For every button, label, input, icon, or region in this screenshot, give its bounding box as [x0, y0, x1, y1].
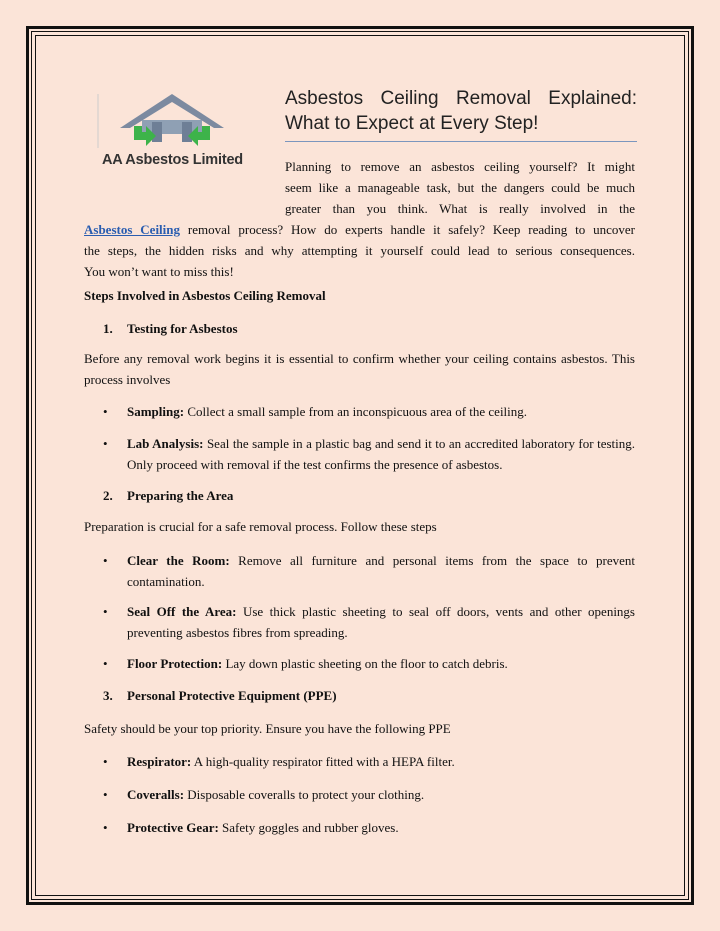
bullet-icon: •	[103, 604, 108, 619]
bullet-icon: •	[103, 787, 108, 802]
bullet-icon: •	[103, 820, 108, 835]
title-line-1: Asbestos Ceiling Removal Explained:	[285, 88, 637, 109]
section-1-intro: Before any removal work begins it is essential to confirm whether your ceiling contains asbestos. This process involves	[84, 351, 635, 387]
list-item: Coveralls: Disposable coveralls to protect your clothing.	[127, 787, 425, 802]
asbestos-ceiling-link[interactable]: Asbestos Ceiling	[84, 222, 181, 237]
section-3-title: Personal Protective Equipment (PPE)	[127, 688, 337, 703]
title-divider	[285, 141, 637, 142]
section-1-number: 1.	[103, 321, 113, 336]
bullet-icon: •	[103, 754, 108, 769]
list-item: Clear the Room: Remove all furniture and personal items from the space to prevent contamination.	[127, 553, 635, 589]
page-title	[285, 86, 637, 136]
list-item: Seal Off the Area: Use thick plastic sheeting to seal off doors, vents and other openings preventing asbestos fibres from spreading.	[127, 604, 635, 640]
list-item: Lab Analysis: Seal the sample in a plastic bag and send it to an accredited laboratory for testing. Only proceed with removal if the test confirms the presence of asbestos.	[127, 436, 635, 472]
section-2-number: 2.	[103, 488, 113, 503]
logo-text: AA Asbestos Limited	[102, 152, 243, 168]
bullet-icon: •	[103, 656, 108, 671]
section-3-number: 3.	[103, 688, 113, 703]
bullet-icon: •	[103, 436, 108, 451]
list-item: Sampling: Collect a small sample from an inconspicuous area of the ceiling.	[127, 404, 528, 419]
house-logo-icon	[90, 90, 255, 152]
steps-heading: Steps Involved in Asbestos Ceiling Removal	[84, 288, 326, 303]
list-item: Floor Protection: Lay down plastic sheeting on the floor to catch debris.	[127, 656, 508, 671]
section-3-intro: Safety should be your top priority. Ensure you have the following PPE	[84, 721, 451, 736]
section-2-intro: Preparation is crucial for a safe removal process. Follow these steps	[84, 519, 437, 534]
bullet-icon: •	[103, 404, 108, 419]
intro-paragraph: Planning to remove an asbestos ceiling yourself? It might seem like a manageable task, but the dangers could be much greater than you think. What is really involved in the Asbestos Ceiling removal process? How do experts handle it safely? Keep reading to uncover the steps, the hidden risks and why attempting it yourself could lead to serious consequences. You won’t want to miss this!	[84, 159, 635, 279]
list-item: Respirator: A high-quality respirator fitted with a HEPA filter.	[127, 754, 455, 769]
title-line-2: What to Expect at Every Step!	[285, 113, 539, 134]
section-1-title: Testing for Asbestos	[127, 321, 238, 336]
list-item: Protective Gear: Safety goggles and rubber gloves.	[127, 820, 399, 835]
bullet-icon: •	[103, 553, 108, 568]
section-2-title: Preparing the Area	[127, 488, 234, 503]
